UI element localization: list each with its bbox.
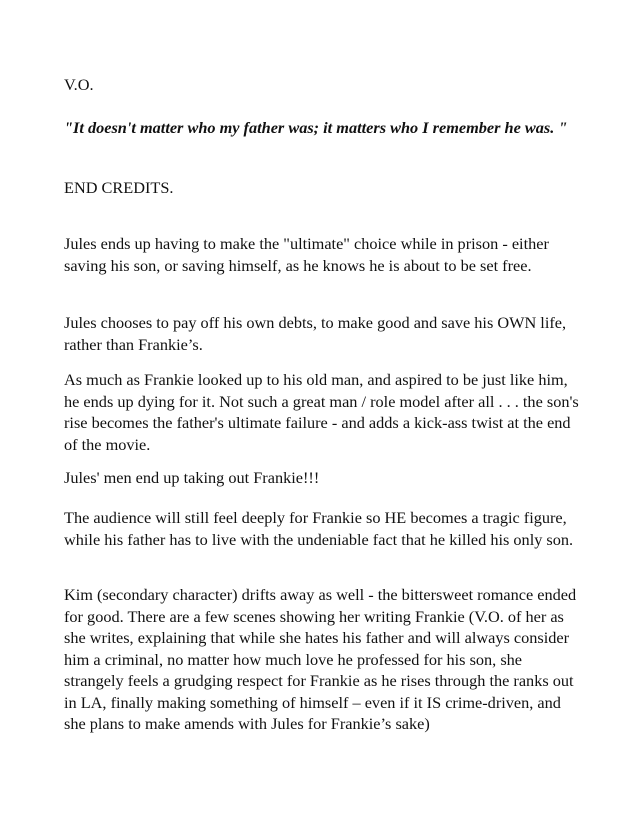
paragraph-kim-romance: Kim (secondary character) drifts away as well - the bittersweet romance ended for good. There are a few scenes showing her writing Frankie (V.O. of her as she writes, explaining that while she hates his father and will always consider him a criminal, no matter how much love he professed for his son, she strangely feels a grudging respect for Frankie as he rises through the ranks out in LA, finally making something of himself – even if it IS crime-driven, and she plans to make amends with Jules for Frankie’s sake) xyxy=(64,585,577,733)
paragraph-prison-choice: Jules ends up having to make the "ultimate" choice while in prison - either saving his son, or saving himself, as he knows he is about to be set free. xyxy=(64,234,549,275)
end-credits: END CREDITS. xyxy=(64,178,174,197)
speaker-label: V.O. xyxy=(64,75,94,94)
paragraph-father-failure: As much as Frankie looked up to his old man, and aspired to be just like him, he ends up dying for it. Not such a great man / role model after all . . . the son's rise becomes the father's ultimate failure - and adds a kick-ass twist at the end of the movie. xyxy=(64,370,579,454)
paragraph-tragic-figure: The audience will still feel deeply for Frankie so HE becomes a tragic figure, while his father has to live with the undeniable fact that he killed his only son. xyxy=(64,508,574,549)
paragraph-frankie-taken-out: Jules' men end up taking out Frankie!!! xyxy=(64,468,320,487)
paragraph-pay-debts: Jules chooses to pay off his own debts, to make good and save his OWN life, rather than Frankie’s. xyxy=(64,313,567,354)
quote: "It doesn't matter who my father was; it matters who I remember he was. " xyxy=(64,118,568,137)
